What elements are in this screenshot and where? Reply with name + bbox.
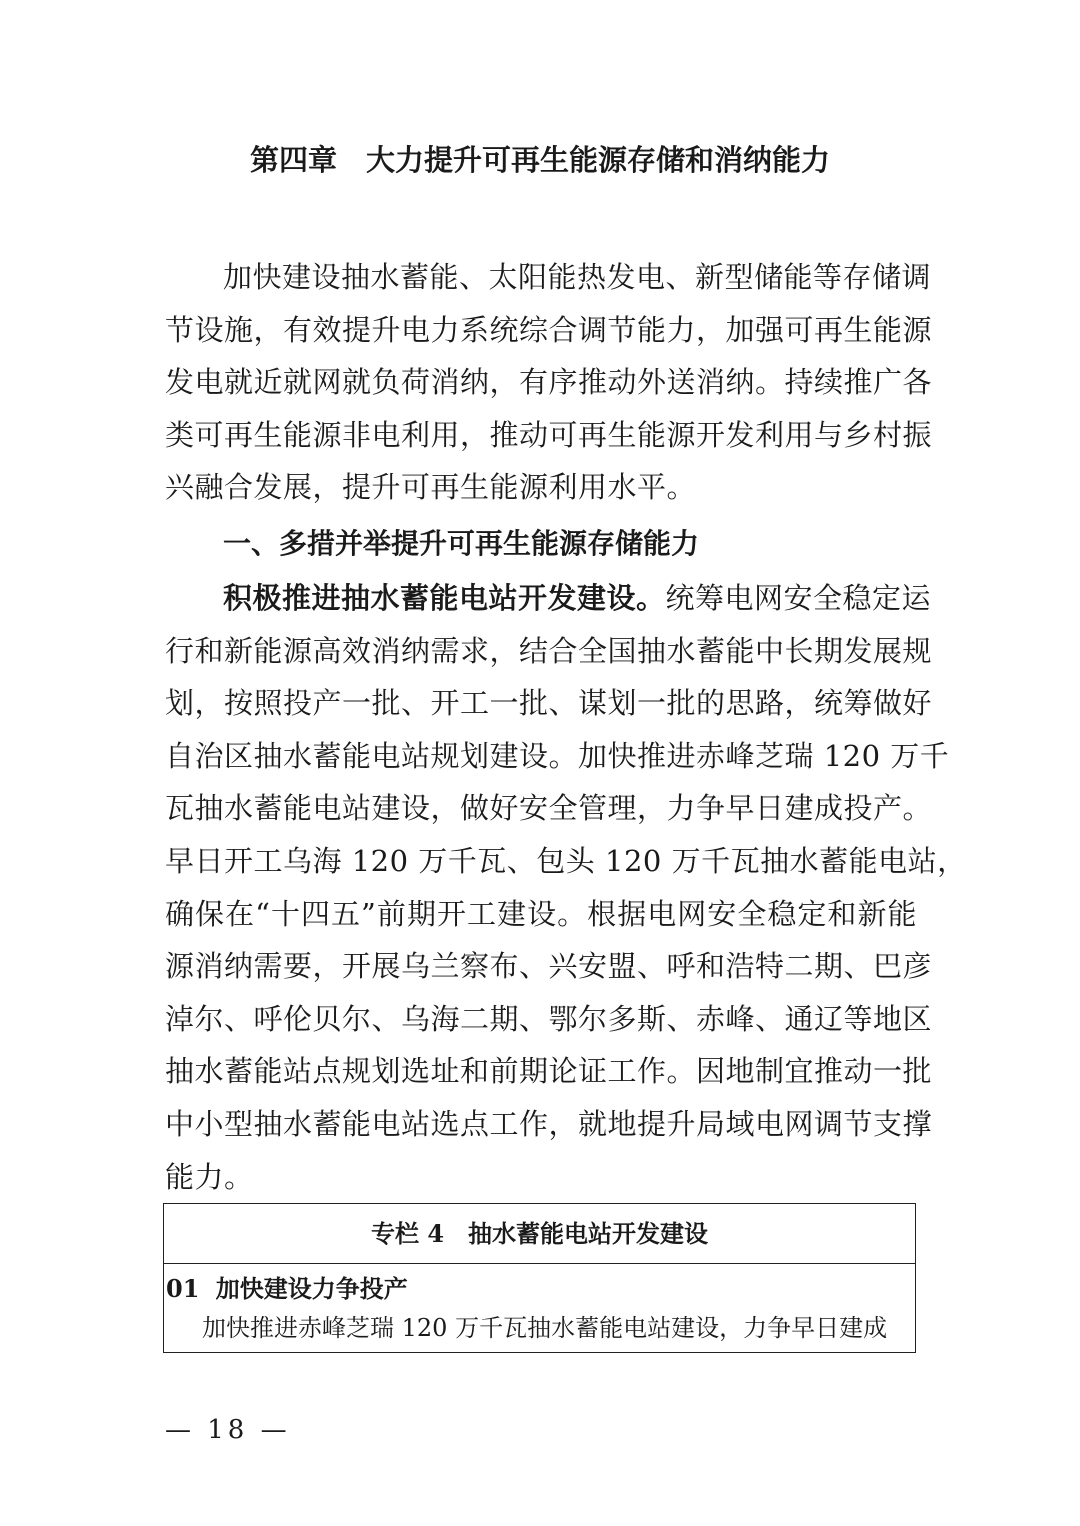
feature-box — [163, 1203, 916, 1353]
paragraph-line: 早日开工乌海 120 万千瓦、包头 120 万千瓦抽水蓄能电站， — [165, 843, 967, 878]
page-number: — 18 — — [165, 1415, 291, 1445]
paragraph-line: 确保在“十四五”前期开工建设。根据电网安全稳定和新能 — [165, 896, 917, 931]
paragraph-line: 瓦抽水蓄能电站建设，做好安全管理，力争早日建成投产。 — [165, 791, 933, 826]
paragraph-line: 行和新能源高效消纳需求，结合全国抽水蓄能中长期发展规 — [165, 633, 933, 668]
feature-box-item-number: 01 — [166, 1274, 200, 1303]
intro-line: 类可再生能源非电利用，推动可再生能源开发利用与乡村振 — [165, 417, 933, 452]
intro-line: 兴融合发展，提升可再生能源利用水平。 — [165, 470, 697, 505]
chapter-title: 第四章 大力提升可再生能源存储和消纳能力 — [249, 143, 830, 177]
intro-paragraph — [165, 251, 933, 514]
paragraph-lead: 积极推进抽水蓄能电站开发建设。 — [223, 581, 666, 615]
intro-line: 加快建设抽水蓄能、太阳能热发电、新型储能等存储调 — [223, 260, 932, 294]
paragraph-line: 抽水蓄能站点规划选址和前期论证工作。因地制宜推动一批 — [165, 1054, 933, 1089]
paragraph-first-line — [165, 572, 932, 625]
feature-box-item-title: 加快建设力争投产 — [215, 1274, 408, 1303]
paragraph-line: 划，按照投产一批、开工一批、谋划一批的思路，统筹做好 — [165, 686, 933, 721]
feature-box-item-text: 加快推进赤峰芝瑞 120 万千瓦抽水蓄能电站建设，力争早日建成 — [202, 1314, 888, 1342]
paragraph-line: 能力。 — [165, 1159, 254, 1194]
feature-box-item-heading — [164, 1264, 915, 1308]
paragraph-line: 源消纳需要，开展乌兰察布、兴安盟、呼和浩特二期、巴彦 — [165, 949, 933, 984]
paragraph-line: 淖尔、呼伦贝尔、乌海二期、鄂尔多斯、赤峰、通辽等地区 — [165, 1001, 933, 1036]
intro-line: 节设施，有效提升电力系统综合调节能力，加强可再生能源 — [165, 312, 933, 347]
section-heading: 一、多措并举提升可再生能源存储能力 — [223, 527, 700, 560]
pumped-storage-paragraph — [165, 572, 967, 1203]
feature-box-title: 专栏 4 抽水蓄能电站开发建设 — [164, 1204, 915, 1264]
intro-line: 发电就近就网就负荷消纳，有序推动外送消纳。持续推广各 — [165, 365, 933, 400]
paragraph-line: 中小型抽水蓄能电站选点工作，就地提升局域电网调节支撑 — [165, 1106, 933, 1141]
paragraph-line-text: 统筹电网安全稳定运 — [665, 581, 932, 615]
paragraph-line: 自治区抽水蓄能电站规划建设。加快推进赤峰芝瑞 120 万千 — [165, 738, 950, 773]
